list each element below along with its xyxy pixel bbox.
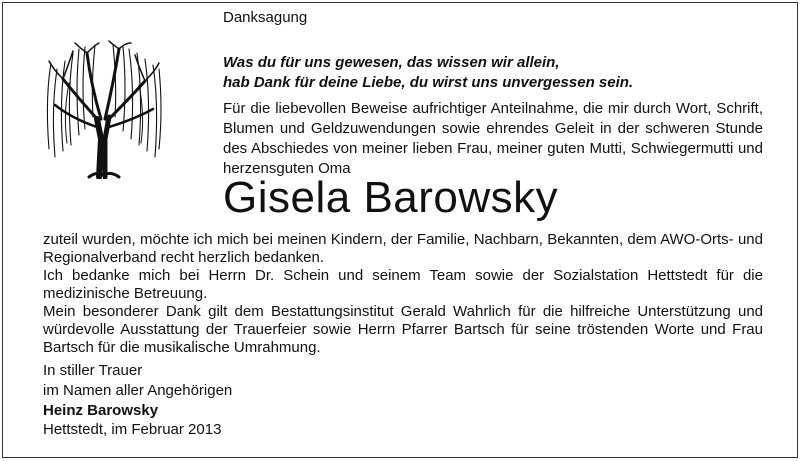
- verse: [223, 53, 783, 93]
- paragraph-thanks-medical: Ich bedanke mich bei Herrn Dr. Schein und seinem Team sowie der Sozialstation Hettstedt für die medizinische Betreuung.: [43, 267, 763, 302]
- closing: [43, 361, 232, 421]
- closing-line-1: In stiller Trauer: [43, 362, 143, 379]
- weeping-willow-tree-icon: [39, 39, 167, 179]
- notice-heading: Danksagung: [223, 9, 308, 26]
- deceased-name: Gisela Barowsky: [223, 173, 559, 222]
- place-date: Hettstedt, im Februar 2013: [43, 421, 222, 438]
- paragraph-thanks-family: zuteil wurden, möchte ich mich bei meinen Kindern, der Familie, Nachbarn, Bekannten, dem AWO-Orts- und Regionalverband recht herzlich bedanken.: [43, 231, 763, 266]
- closing-line-2: im Namen aller Angehörigen: [43, 382, 233, 399]
- paragraph-thanks-funeral: Mein besonderer Dank gilt dem Bestattungsinstitut Gerald Wahrlich für die hilfreiche Unterstützung und würdevolle Ausstattung der Trauerfeier sowie Herrn Pfarrer Bartsch für seine tröstenden Worte und Frau Bartsch für die musikalische Umrahmung.: [43, 303, 763, 356]
- obituary-card: [2, 2, 798, 458]
- intro-text: Für die liebevollen Beweise aufrichtiger Anteilnahme, die mir durch Wort, Schrift, Blumen und Geldzuwendungen sowie ehrendes Geleit in der schweren Stunde des Abschiedes von meiner lieben Frau, meiner guten Mutti, Schwiegermutti und herzensguten Oma: [223, 100, 763, 177]
- body-text: [43, 231, 763, 357]
- signatory: Heinz Barowsky: [43, 402, 159, 419]
- verse-line-2: hab Dank für deine Liebe, du wirst uns unvergessen sein.: [223, 74, 634, 91]
- verse-line-1: Was du für uns gewesen, das wissen wir allein,: [223, 54, 560, 71]
